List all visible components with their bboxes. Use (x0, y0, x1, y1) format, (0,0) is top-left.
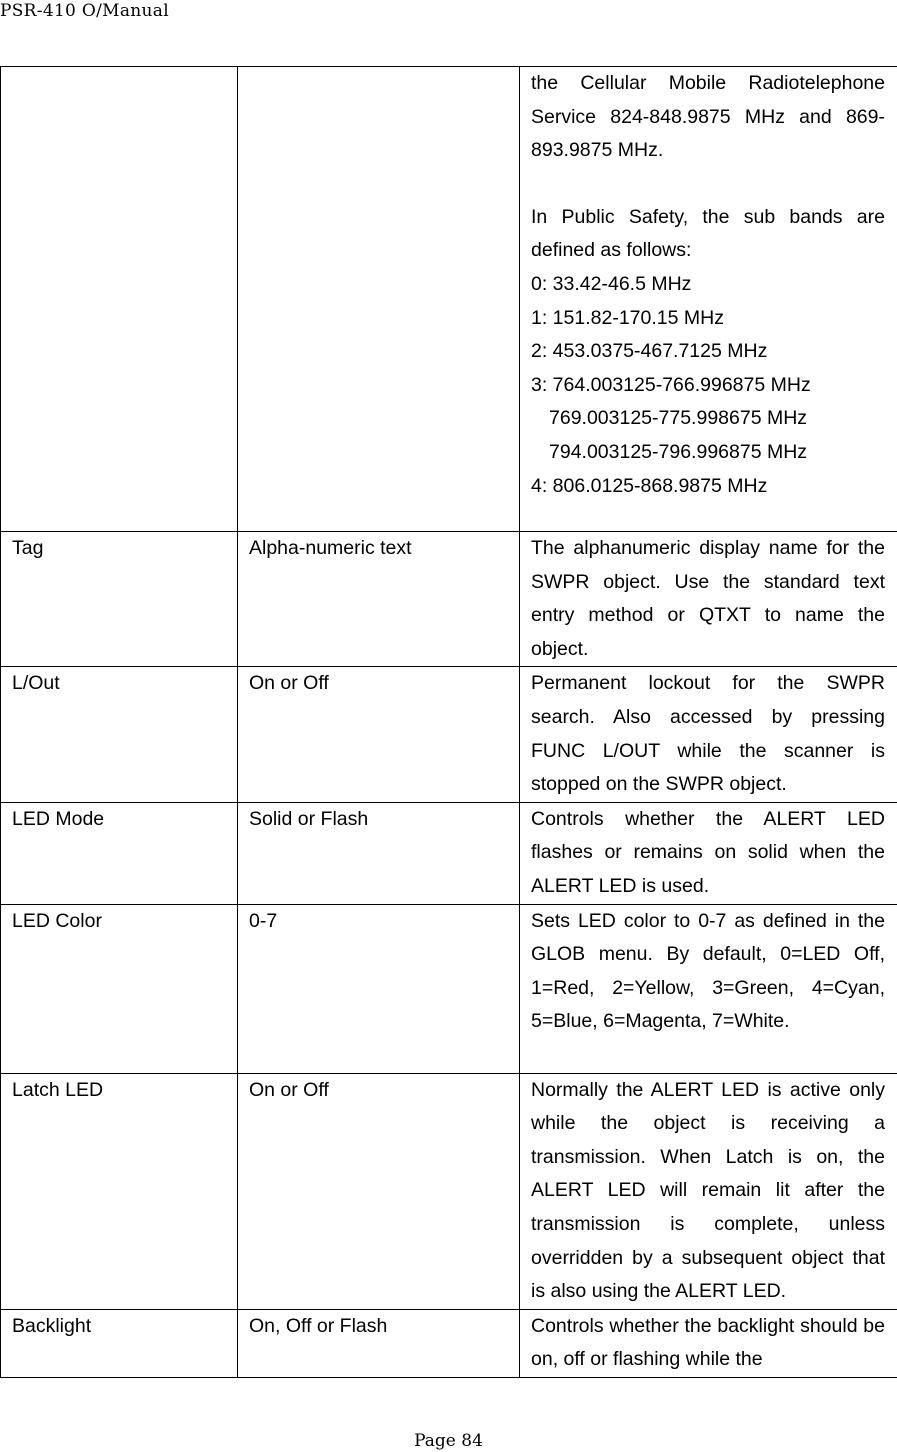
page-footer: Page 84 (414, 1431, 483, 1451)
table-row-latch-led (1, 1073, 897, 1309)
table-row-backlight (1, 1309, 897, 1377)
setting-description-cell (520, 67, 897, 532)
band-3: 3: 764.003125-766.996875 MHz (531, 373, 811, 396)
setting-values: On, Off or Flash (238, 1309, 520, 1377)
setting-values: On or Off (238, 1073, 520, 1309)
setting-values: 0-7 (238, 904, 520, 1073)
table-row-led-color (1, 904, 897, 1073)
setting-values: Alpha-numeric text (238, 532, 520, 667)
setting-values: Solid or Flash (238, 802, 520, 904)
setting-name: Backlight (1, 1309, 238, 1377)
setting-values: On or Off (238, 667, 520, 802)
table-row-led-mode (1, 802, 897, 904)
setting-description: Controls whether the backlight should be on, off or flashing while the (520, 1309, 897, 1377)
subband-intro-text: In Public Safety, the sub bands are defined as follows: (531, 205, 885, 262)
setting-name: Tag (1, 532, 238, 667)
setting-name: LED Mode (1, 802, 238, 904)
page-header: PSR-410 O/Manual (0, 1, 169, 21)
setting-description: Normally the ALERT LED is active only while the object is receiving a transmission. When Latch is on, the ALERT LED will remain lit after the transmission is complete, unless overridden by a subsequent object that is also using the ALERT LED. (520, 1073, 897, 1309)
setting-name-cell (1, 67, 238, 532)
setting-description: The alphanumeric display name for the SWPR object. Use the standard text entry method or QTXT to name the object. (520, 532, 897, 667)
band-3-range-2: 769.003125-775.998675 MHz (549, 407, 808, 430)
setting-values-cell (238, 67, 520, 532)
table-row-tag (1, 532, 897, 667)
setting-description: Sets LED color to 0-7 as defined in the GLOB menu. By default, 0=LED Off, 1=Red, 2=Yellow, 3=Green, 4=Cyan, 5=Blue, 6=Magenta, 7=White. (520, 904, 897, 1073)
band-4: 4: 806.0125-868.9875 MHz (531, 474, 768, 497)
setting-name: L/Out (1, 667, 238, 802)
band-1: 1: 151.82-170.15 MHz (531, 306, 724, 329)
settings-table (0, 66, 897, 1378)
table-row-lout (1, 667, 897, 802)
setting-description: Controls whether the ALERT LED flashes or remains on solid when the ALERT LED is used. (520, 802, 897, 904)
band-3-range-3: 794.003125-796.996875 MHz (549, 440, 808, 463)
band-2: 2: 453.0375-467.7125 MHz (531, 340, 768, 363)
setting-description: Permanent lockout for the SWPR search. Also accessed by pressing FUNC L/OUT while the scanner is stopped on the SWPR object. (520, 667, 897, 802)
band-0: 0: 33.42-46.5 MHz (531, 272, 692, 295)
table-row-continuation (1, 67, 897, 532)
band-intro-text: the Cellular Mobile Radiotelephone Service 824-848.9875 MHz and 869-893.9875 MHz. (531, 72, 885, 162)
setting-name: LED Color (1, 904, 238, 1073)
setting-name: Latch LED (1, 1073, 238, 1309)
